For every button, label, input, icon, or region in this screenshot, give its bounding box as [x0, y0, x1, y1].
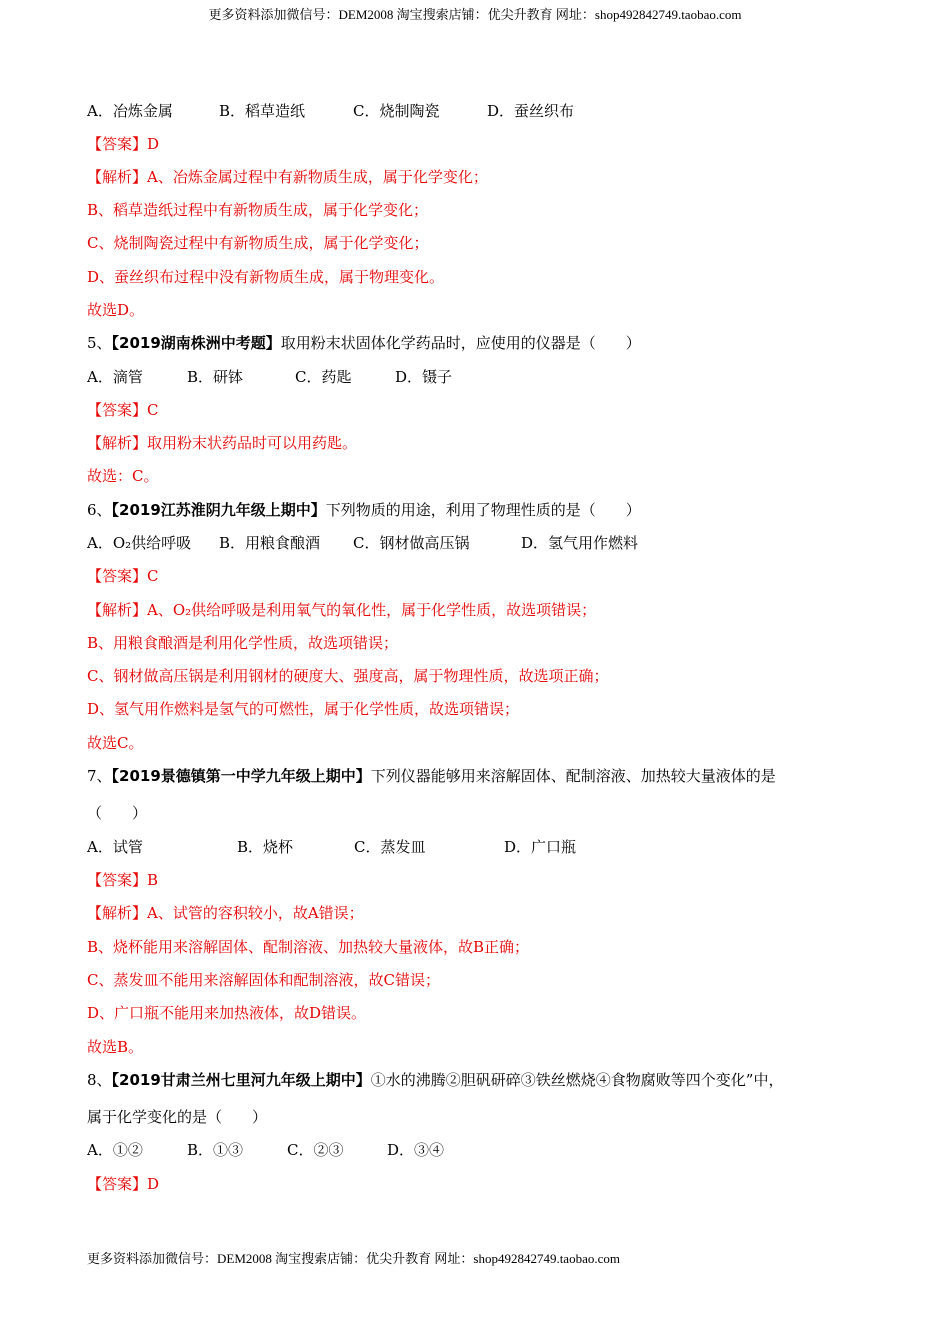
page-header: 更多资料添加微信号：DEM2008 淘宝搜索店铺：优尖升教育 网址：shop492842749.taobao.com [208, 7, 742, 22]
q7-stem-continued: （ ） [87, 804, 148, 822]
q7-analysis-line: B、烧杯能用来溶解固体、配制溶液、加热较大量液体，故B正确； [87, 938, 530, 956]
q4-option-c: C．烧制陶瓷 [353, 102, 440, 120]
q4-conclusion: 故选D。 [87, 301, 145, 319]
q6-analysis-line [87, 600, 596, 620]
q7-analysis-line: C、蒸发皿不能用来溶解固体和配制溶液，故C错误； [87, 971, 440, 989]
question-text: 取用粉末状固体化学药品时，应使用的仪器是（ ） [280, 334, 641, 352]
q6-analysis-line: B、用粮食酿酒是利用化学性质，故选项错误； [87, 634, 399, 652]
page-footer: 更多资料添加微信号：DEM2008 淘宝搜索店铺：优尖升教育 网址：shop492842749.taobao.com [87, 1251, 620, 1266]
q7-answer [87, 870, 158, 890]
q7-option-a: A．试管 [87, 838, 143, 856]
analysis-text: A、试管的容积较小，故A错误； [147, 904, 364, 922]
answer-label: 【答案】 [87, 135, 148, 153]
q4-option-b: B．稻草造纸 [219, 102, 306, 120]
q8-option-a: A．①② [87, 1141, 143, 1159]
analysis-label: 【解析】 [87, 434, 148, 452]
q5-option-a: A．滴管 [87, 368, 143, 386]
q4-options [87, 101, 574, 121]
question-number: 7、 [87, 767, 112, 785]
q4-option-d: D．蚕丝织布 [487, 102, 575, 120]
q6-option-d: D．氢气用作燃料 [521, 534, 639, 552]
q8-option-d: D．③④ [387, 1141, 445, 1159]
q8-options [87, 1140, 444, 1160]
q4-answer [87, 134, 159, 154]
q6-options [87, 533, 638, 553]
q6-analysis-line: C、钢材做高压锅是利用钢材的硬度大、强度高，属于物理性质，故选项正确； [87, 667, 609, 685]
answer-label: 【答案】 [87, 567, 148, 585]
answer-label: 【答案】 [87, 1175, 148, 1193]
q7-option-b: B．烧杯 [237, 838, 294, 856]
question-number: 5、 [87, 334, 112, 352]
answer-value: C [147, 401, 159, 419]
q5-option-b: B．研钵 [187, 368, 244, 386]
q5-option-c: C．药匙 [295, 368, 352, 386]
q8-answer [87, 1174, 159, 1194]
question-text: ①水的沸腾②胆矾研碎③铁丝燃烧④食物腐败等四个变化”中， [370, 1071, 784, 1089]
answer-label: 【答案】 [87, 871, 148, 889]
q7-conclusion: 故选B。 [87, 1038, 144, 1056]
q6-analysis-line: D、氢气用作燃料是氢气的可燃性，属于化学性质，故选项错误； [87, 700, 520, 718]
q5-answer [87, 400, 159, 420]
q8-stem-continued: 属于化学变化的是（ ） [87, 1108, 268, 1126]
q8-option-b: B．①③ [187, 1141, 244, 1159]
q5-options [87, 367, 452, 387]
answer-value: D [147, 1175, 160, 1193]
q5-stem [87, 333, 641, 353]
q6-option-b: B．用粮食酿酒 [219, 534, 321, 552]
q7-options [87, 837, 576, 857]
answer-value: D [147, 135, 160, 153]
q4-analysis-line: D、蚕丝织布过程中没有新物质生成，属于物理变化。 [87, 268, 445, 286]
q5-option-d: D．镊子 [395, 368, 453, 386]
answer-label: 【答案】 [87, 401, 148, 419]
question-number: 6、 [87, 501, 112, 519]
q6-option-a: A．O₂供给呼吸 [87, 534, 192, 552]
q7-stem [87, 766, 776, 786]
question-source-tag: 【2019江苏淮阴九年级上期中】 [111, 501, 326, 519]
answer-value: C [147, 567, 159, 585]
question-number: 8、 [87, 1071, 112, 1089]
q4-analysis-line: C、烧制陶瓷过程中有新物质生成，属于化学变化； [87, 234, 429, 252]
question-source-tag: 【2019景德镇第一中学九年级上期中】 [111, 767, 371, 785]
q4-option-a: A．冶炼金属 [87, 102, 173, 120]
analysis-label: 【解析】 [87, 601, 148, 619]
analysis-label: 【解析】 [87, 168, 148, 186]
question-source-tag: 【2019甘肃兰州七里河九年级上期中】 [111, 1071, 371, 1089]
q8-stem [87, 1070, 783, 1090]
question-source-tag: 【2019湖南株洲中考题】 [111, 334, 281, 352]
q6-conclusion: 故选C。 [87, 734, 144, 752]
q7-analysis-line: D、广口瓶不能用来加热液体，故D错误。 [87, 1004, 367, 1022]
q8-option-c: C．②③ [287, 1141, 344, 1159]
q7-analysis-line [87, 903, 364, 923]
analysis-text: A、O₂供给呼吸是利用氧气的氧化性，属于化学性质，故选项错误； [147, 601, 597, 619]
q5-conclusion: 故选：C。 [87, 467, 159, 485]
q7-option-c: C．蒸发皿 [354, 838, 426, 856]
analysis-text: 取用粉末状药品时可以用药匙。 [147, 434, 358, 452]
q4-analysis-line: B、稻草造纸过程中有新物质生成，属于化学变化； [87, 201, 429, 219]
q6-stem [87, 500, 641, 520]
analysis-text: A、冶炼金属过程中有新物质生成，属于化学变化； [147, 168, 488, 186]
analysis-label: 【解析】 [87, 904, 148, 922]
q6-answer [87, 566, 159, 586]
q4-analysis-line [87, 167, 488, 187]
q5-analysis-line [87, 433, 357, 453]
q7-option-d: D．广口瓶 [504, 838, 577, 856]
q6-option-c: C．钢材做高压锅 [353, 534, 470, 552]
question-text: 下列物质的用途，利用了物理性质的是（ ） [325, 501, 641, 519]
question-text: 下列仪器能够用来溶解固体、配制溶液、加热较大量液体的是 [370, 767, 776, 785]
answer-value: B [147, 871, 159, 889]
